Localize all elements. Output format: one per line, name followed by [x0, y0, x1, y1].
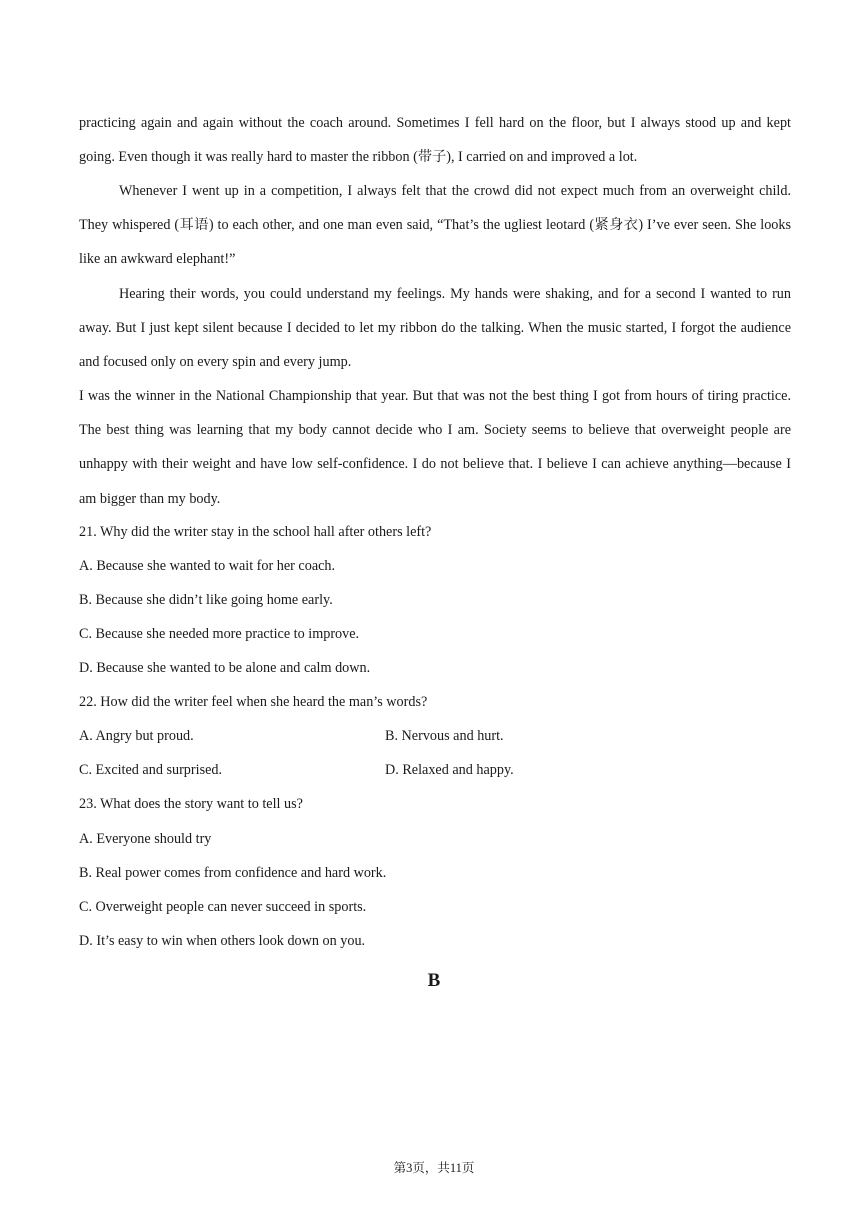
- question-23-option-d: D. It’s easy to win when others look down on you.: [79, 933, 366, 949]
- question-23-option-a: A. Everyone should try: [79, 831, 212, 847]
- question-21-option-b: B. Because she didn’t like going home early.: [79, 592, 333, 608]
- question-22-option-b: B. Nervous and hurt.: [385, 728, 504, 744]
- question-21-option-d: D. Because she wanted to be alone and calm down.: [79, 660, 371, 676]
- question-21-option-a: A. Because she wanted to wait for her coach.: [79, 558, 336, 574]
- question-22-option-a: A. Angry but proud.: [79, 728, 194, 744]
- page-number-footer: 第3页，共11页: [393, 1161, 475, 1175]
- question-21-option-c: C. Because she needed more practice to improve.: [79, 626, 360, 642]
- passage-paragraph-2: Whenever I went up in a competition, I always felt that the crowd did not expect much from an overweight child. They whispered (耳语) to each other, and one man even said, “That’s the ugliest leotard (紧身衣) I’ve ever seen. She looks like an awkward elephant!”: [79, 183, 791, 268]
- passage-paragraph-4: I was the winner in the National Championship that year. But that was not the best thing I got from hours of tiring practice. The best thing was learning that my body cannot decide who I am. Society seems to believe that overweight people are unhappy with their weight and have low self-confidence. I do not believe that. I believe I can achieve anything—because I am bigger than my body.: [79, 388, 791, 507]
- question-23-option-b: B. Real power comes from confidence and hard work.: [79, 865, 387, 881]
- section-heading: B: [427, 970, 441, 991]
- question-21-stem: 21. Why did the writer stay in the school hall after others left?: [79, 524, 432, 540]
- question-22-option-c: C. Excited and surprised.: [79, 762, 223, 778]
- question-22-option-d: D. Relaxed and happy.: [385, 762, 514, 778]
- passage-paragraph-1: practicing again and again without the coach around. Sometimes I fell hard on the floor, but I always stood up and kept going. Even though it was really hard to master the ribbon (带子), I carried on and improved a lot.: [79, 115, 791, 166]
- question-23-option-c: C. Overweight people can never succeed in sports.: [79, 899, 367, 915]
- passage-paragraph-3: Hearing their words, you could understand my feelings. My hands were shaking, and for a second I wanted to run away. But I just kept silent because I decided to let my ribbon do the talking. When the music started, I forgot the audience and focused only on every spin and every jump.: [79, 286, 791, 371]
- question-22-stem: 22. How did the writer feel when she heard the man’s words?: [79, 694, 428, 710]
- question-23-stem: 23. What does the story want to tell us?: [79, 796, 303, 812]
